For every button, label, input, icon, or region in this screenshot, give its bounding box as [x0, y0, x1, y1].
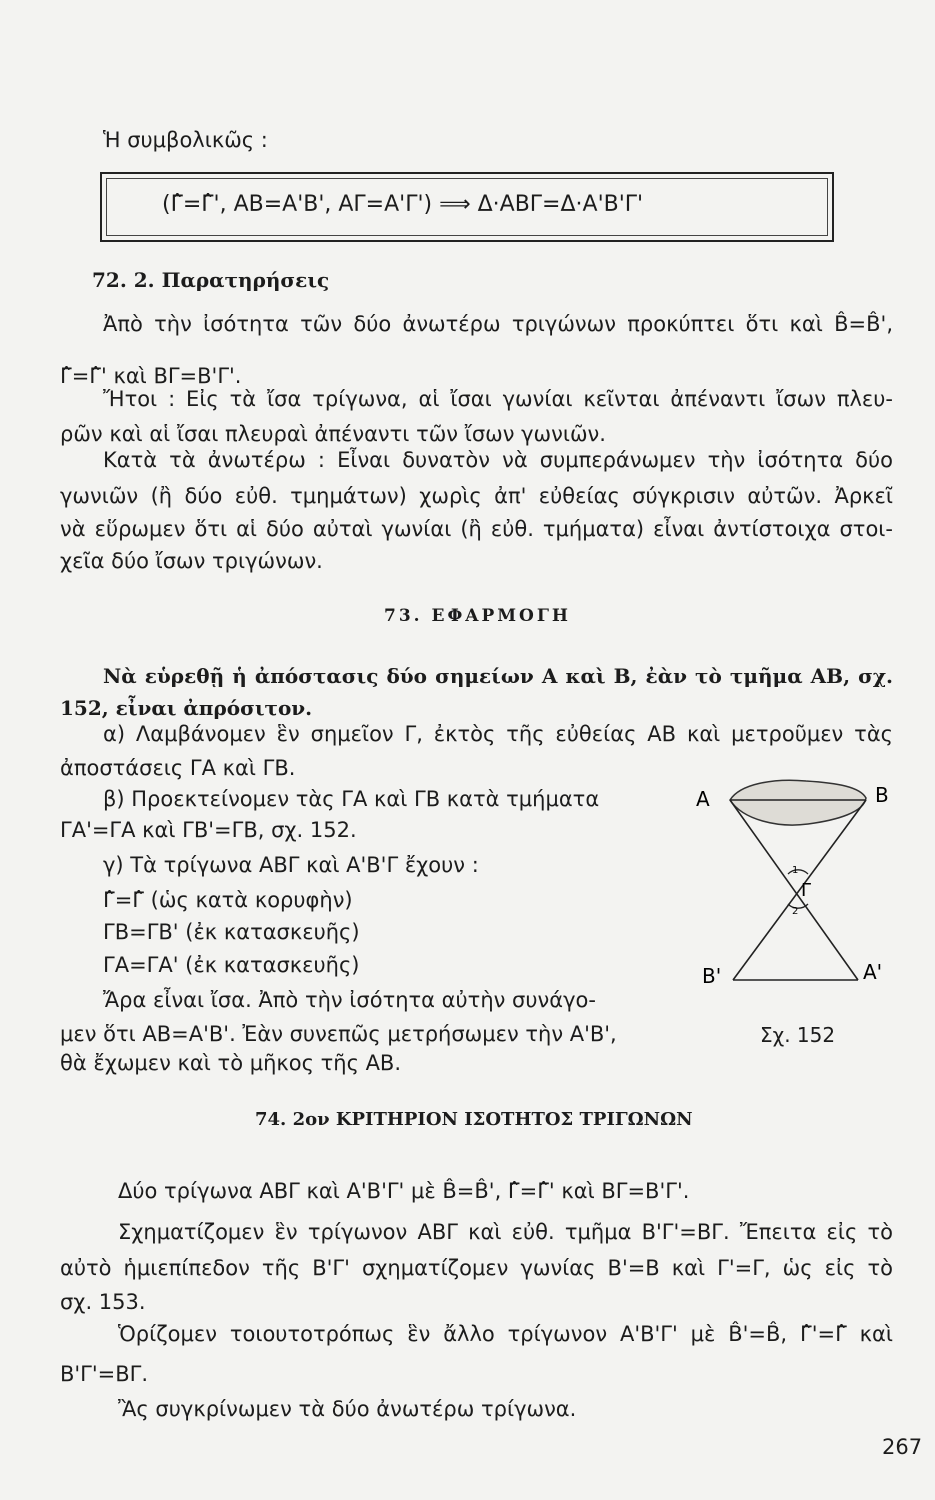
- sec72-line-4: ρῶν καὶ αἱ ἴσαι πλευραὶ ἀπέναντι τῶν ἴσων γωνιῶν.: [60, 422, 606, 446]
- label-a: A: [696, 787, 710, 811]
- sec74-line-4: σχ. 153.: [60, 1290, 146, 1314]
- formula-box: [100, 172, 834, 242]
- sec72-line-5: Κατὰ τὰ ἀνωτέρω : Εἶναι δυνατὸν νὰ συμπεράνωμεν τὴν ἰσότητα δύο: [103, 448, 893, 472]
- sec72-line-3: Ἤτοι : Εἰς τὰ ἴσα τρίγωνα, αἱ ἴσαι γωνίαι κεῖνται ἀπέναντι ἴσων πλευ-: [103, 387, 893, 411]
- section-73-heading: 73. ΕΦΑΡΜΟΓΗ: [384, 606, 571, 626]
- sec73-line-3: β) Προεκτείνομεν τὰς ΓΑ καὶ ΓΒ κατὰ τμήματα: [103, 787, 600, 811]
- label-angle-1: 1: [792, 865, 799, 876]
- page-number: 267: [882, 1435, 923, 1459]
- sec73-line-8: ΓΑ=ΓΑ' (ἐκ κατασκευῆς): [103, 953, 360, 977]
- line-a-a2: [730, 800, 858, 980]
- sec73-line-11: θὰ ἔχωμεν καὶ τὸ μῆκος τῆς ΑΒ.: [60, 1051, 402, 1075]
- section-72-heading: 72. 2. Παρατηρήσεις: [92, 268, 330, 292]
- sec74-line-3: αὐτὸ ἡμιεπίπεδον τῆς Β'Γ' σχηματίζομεν γωνίας Β'=Β καὶ Γ'=Γ, ὡς εἰς τὸ: [60, 1256, 893, 1280]
- sec73-line-4: ΓΑ'=ΓΑ καὶ ΓΒ'=ΓΒ, σχ. 152.: [60, 818, 357, 842]
- sec72-line-2: Γ̂=Γ̂' καὶ ΒΓ=Β'Γ'.: [60, 364, 242, 388]
- figure-caption: Σχ. 152: [760, 1023, 836, 1047]
- sec73-line-5: γ) Τὰ τρίγωνα ΑΒΓ καὶ Α'Β'Γ ἔχουν :: [103, 853, 479, 877]
- label-b: B: [875, 783, 889, 807]
- sec74-line-2: Σχηματίζομεν ἓν τρίγωνον ΑΒΓ καὶ εὐθ. τμῆμα Β'Γ'=ΒΓ. Ἔπειτα εἰς τὸ: [118, 1220, 893, 1244]
- problem-line-2: 152, εἶναι ἀπρόσιτον.: [60, 696, 313, 720]
- sec72-line-1: Ἀπὸ τὴν ἰσότητα τῶν δύο ἀνωτέρω τριγώνων προκύπτει ὅτι καὶ B̂=B̂',: [103, 312, 893, 336]
- sec73-line-9: Ἄρα εἶναι ἴσα. Ἀπὸ τὴν ἰσότητα αὐτὴν συνάγο-: [103, 988, 596, 1012]
- sec73-line-1: α) Λαμβάνομεν ἓν σημεῖον Γ, ἐκτὸς τῆς εὐθείας ΑΒ καὶ μετροῦμεν τὰς: [103, 722, 893, 746]
- label-gamma: Γ: [801, 880, 812, 901]
- label-angle-2: 2: [792, 906, 799, 917]
- sec74-line-7: Ἂς συγκρίνωμεν τὰ δύο ἀνωτέρω τρίγωνα.: [118, 1397, 577, 1421]
- sec74-line-5: Ὁρίζομεν τοιουτοτρόπως ἓν ἄλλο τρίγωνον Α'Β'Γ' μὲ B̂'=B̂, Γ̂'=Γ̂ καὶ: [118, 1322, 893, 1346]
- sec72-line-6: γωνιῶν (ἢ δύο εὐθ. τμημάτων) χωρὶς ἀπ' εὐθείας σύγκρισιν αὐτῶν. Ἀρκεῖ: [60, 484, 893, 508]
- inaccessible-region: [730, 780, 866, 825]
- sec73-line-2: ἀποστάσεις ΓΑ καὶ ΓΒ.: [60, 756, 296, 780]
- label-a-prime: A': [863, 960, 883, 984]
- sec73-line-6: Γ̂=Γ̂ (ὡς κατὰ κορυφὴν): [103, 888, 353, 912]
- sec74-line-1: Δύο τρίγωνα ΑΒΓ καὶ Α'Β'Γ' μὲ B̂=B̂', Γ̂=Γ̂' καὶ ΒΓ=Β'Γ'.: [118, 1179, 690, 1203]
- sec72-line-8: χεῖα δύο ἴσων τριγώνων.: [60, 549, 323, 573]
- problem-line-1: Νὰ εὑρεθῇ ἡ ἀπόστασις δύο σημείων Α καὶ Β, ἐὰν τὸ τμῆμα ΑΒ, σχ.: [103, 664, 893, 688]
- figure-152: [688, 772, 903, 997]
- section-74-heading: 74. 2ον ΚΡΙΤΗΡΙΟΝ ΙΣΟΤΗΤΟΣ ΤΡΙΓΩΝΩΝ: [255, 1109, 693, 1130]
- intro-text: Ἡ συμβολικῶς :: [103, 128, 268, 152]
- line-b-b2: [733, 800, 866, 980]
- sec72-line-7: νὰ εὕρωμεν ὅτι αἱ δύο αὐταὶ γωνίαι (ἢ εὐθ. τμήματα) εἶναι ἀντίστοιχα στοι-: [60, 517, 893, 541]
- sec73-line-10: μεν ὅτι ΑΒ=Α'Β'. Ἐὰν συνεπῶς μετρήσωμεν τὴν Α'Β',: [60, 1022, 617, 1046]
- label-b-prime: B': [702, 964, 722, 988]
- sec74-line-6: Β'Γ'=ΒΓ.: [60, 1362, 149, 1386]
- sec73-line-7: ΓΒ=ΓΒ' (ἐκ κατασκευῆς): [103, 920, 360, 944]
- boxed-formula: (Γ̂=Γ̂', ΑΒ=Α'Β', ΑΓ=Α'Γ') ⟹ Δ·ΑΒΓ=Δ·Α'Β'Γ': [162, 192, 644, 217]
